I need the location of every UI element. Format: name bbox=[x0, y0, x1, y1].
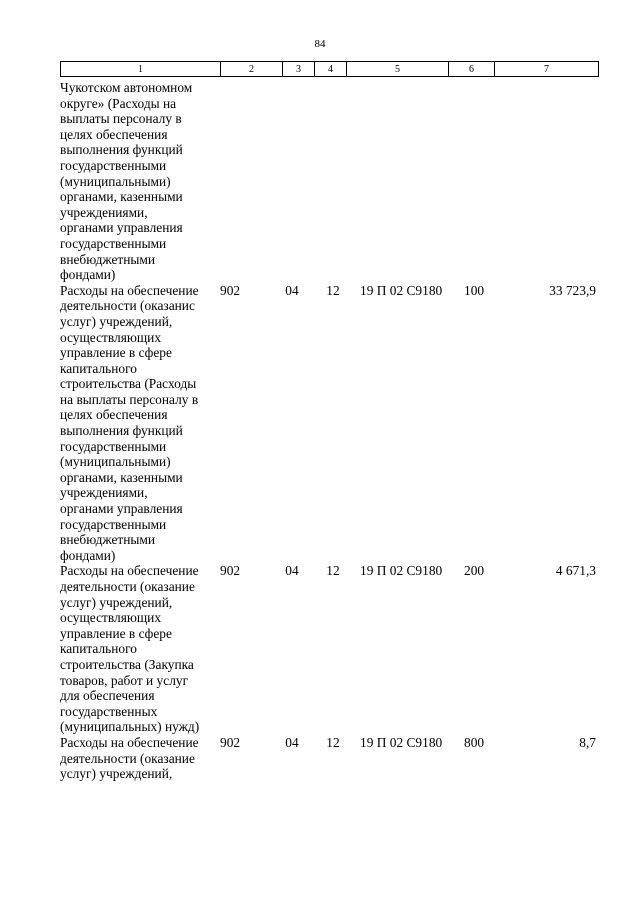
amount: 8,7 bbox=[579, 734, 596, 750]
ministry-code: 902 bbox=[220, 563, 241, 579]
table-header bbox=[60, 61, 599, 77]
table-row bbox=[60, 80, 598, 283]
target-article-code: 19 П 02 С9180 bbox=[360, 282, 443, 298]
subsection-code: 12 bbox=[326, 563, 340, 579]
column-header-5: 5 bbox=[347, 62, 449, 77]
row-description: Расходы на обеспечение деятельности (оказанис услуг) учреждений, осуществляющих управление в сфере капитального строительства (Расходы на выплаты персоналу в целях обеспечения выполнения функций государственными (муниципальными) органами, казенными учреждениями, органами управления государственными внебюджетными фондами) bbox=[60, 282, 199, 563]
amount: 4 671,3 bbox=[555, 563, 596, 579]
page-number: 84 bbox=[314, 38, 326, 50]
expense-type-code: 800 bbox=[464, 734, 485, 750]
table-row bbox=[60, 735, 598, 782]
section-code: 04 bbox=[285, 563, 299, 579]
table-body bbox=[60, 80, 598, 782]
column-header-3: 3 bbox=[283, 62, 315, 77]
expense-type-code: 100 bbox=[464, 282, 485, 298]
target-article-code: 19 П 02 С9180 bbox=[360, 563, 443, 579]
target-article-code: 19 П 02 С9180 bbox=[360, 734, 443, 750]
column-header-2: 2 bbox=[221, 62, 283, 77]
section-code: 04 bbox=[285, 734, 299, 750]
column-header-6: 6 bbox=[449, 62, 495, 77]
subsection-code: 12 bbox=[326, 734, 340, 750]
column-header-7: 7 bbox=[495, 62, 599, 77]
column-header-1: 1 bbox=[61, 62, 221, 77]
table-row bbox=[60, 283, 598, 564]
ministry-code: 902 bbox=[220, 282, 241, 298]
table-row bbox=[60, 563, 598, 735]
expense-type-code: 200 bbox=[464, 563, 485, 579]
row-description: Расходы на обеспечение деятельности (оказание услуг) учреждений, bbox=[60, 734, 199, 782]
ministry-code: 902 bbox=[220, 734, 241, 750]
subsection-code: 12 bbox=[326, 282, 340, 298]
amount: 33 723,9 bbox=[549, 282, 596, 298]
section-code: 04 bbox=[285, 282, 299, 298]
row-description: Расходы на обеспечение деятельности (оказание услуг) учреждений, осуществляющих управление в сфере капитального строительства (Закупка товаров, работ и услуг для обеспечения государственных (муниципальных) нужд) bbox=[60, 563, 200, 735]
row-description: Чукотском автономном округе» (Расходы на выплаты персоналу в целях обеспечения выполнения функций государственными (муниципальными) органами, казенными учреждениями, органами управления государственными внебюджетными фондами) bbox=[60, 80, 193, 283]
column-header-4: 4 bbox=[315, 62, 347, 77]
